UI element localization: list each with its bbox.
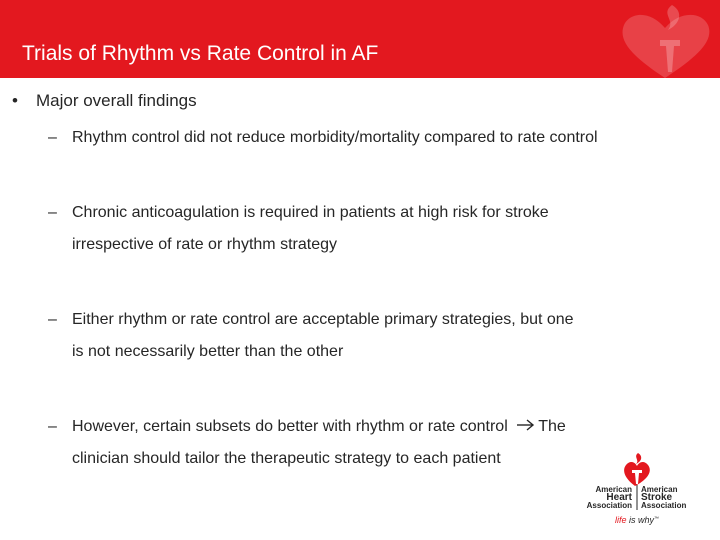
- bullet-marker: •: [12, 91, 18, 110]
- aha-logo: [578, 452, 708, 532]
- aha-text-line1: American: [595, 485, 632, 494]
- slide-title: Trials of Rhythm vs Rate Control in AF: [22, 42, 379, 65]
- tagline-life: life: [615, 515, 627, 525]
- sub-bullet-1: [48, 122, 598, 154]
- asa-text-line3: Association: [641, 501, 687, 510]
- aha-heart-torch-logo-icon: [624, 453, 650, 486]
- asa-text-line1: American: [641, 485, 678, 494]
- dash-marker: –: [48, 129, 57, 146]
- sub-bullet-text-after-arrow: The: [538, 418, 566, 435]
- tagline-trademark: ™: [654, 516, 660, 522]
- sub-bullet-text: However, certain subsets do better with rhythm or rate control: [72, 418, 508, 435]
- main-bullet: [12, 91, 197, 111]
- sub-bullet-text: Chronic anticoagulation is required in patients at high risk for stroke: [72, 204, 549, 221]
- title-bar: [0, 0, 720, 78]
- dash-marker: –: [48, 311, 57, 328]
- heart-torch-watermark-icon: [610, 0, 720, 78]
- sub-bullet-text-continued: is not necessarily better than the other: [72, 343, 344, 360]
- asa-text-line2: Stroke: [641, 492, 673, 503]
- aha-text-line3: Association: [586, 501, 632, 510]
- dash-marker: –: [48, 418, 57, 435]
- sub-bullet-text-continued: clinician should tailor the therapeutic strategy to each patient: [72, 450, 501, 467]
- dash-marker: –: [48, 204, 57, 221]
- main-bullet-text: Major overall findings: [36, 91, 197, 110]
- sub-bullet-3: [48, 304, 574, 368]
- sub-bullet-2: [48, 197, 549, 261]
- aha-text-line2: Heart: [606, 492, 632, 503]
- tagline-rest: is why: [626, 515, 655, 525]
- sub-bullet-text-continued: irrespective of rate or rhythm strategy: [72, 236, 337, 253]
- sub-bullet-text: Rhythm control did not reduce morbidity/mortality compared to rate control: [72, 129, 598, 146]
- arrow-right-icon: [512, 417, 538, 433]
- svg-text:life is why™: [615, 515, 659, 525]
- sub-bullet-4: [48, 411, 566, 475]
- sub-bullet-text: Either rhythm or rate control are acceptable primary strategies, but one: [72, 311, 574, 328]
